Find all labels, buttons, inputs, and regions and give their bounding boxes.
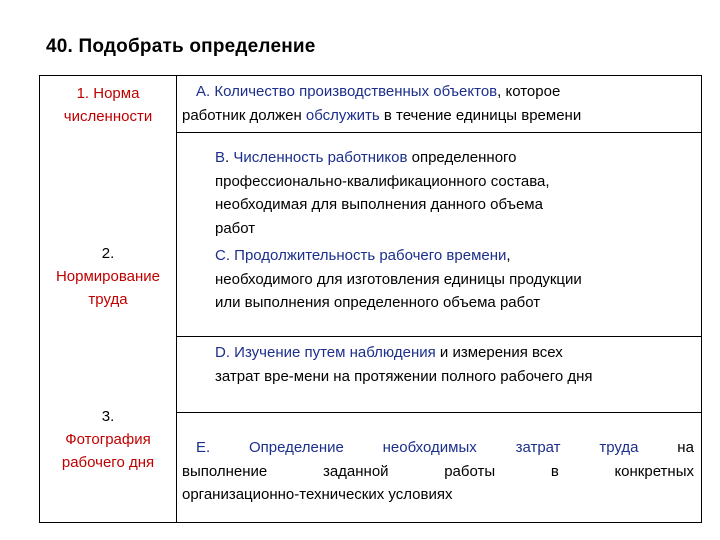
definition-a-line1-rest: , которое [497, 83, 561, 100]
term-2 [40, 242, 176, 311]
term-2-label-line2: труда [88, 291, 128, 308]
term-2-number: 2. [101, 245, 115, 262]
term-2-label-line1: Нормирование [55, 268, 161, 285]
definition-e-line2 [182, 460, 694, 484]
definition-b-letter: В [215, 149, 226, 166]
definition-e-word: заданной [322, 462, 389, 480]
row-divider-d [177, 412, 702, 413]
term-1-number: 1. [76, 85, 90, 102]
definition-d-lead: Изучение путем наблюдения [230, 344, 436, 361]
term-1 [40, 82, 176, 128]
term-3-label-line1: Фотография [65, 431, 151, 448]
definition-e-word: выполнение [182, 462, 268, 480]
definition-a-line2-a: работник должен [182, 106, 306, 124]
definition-e-word: затрат [515, 439, 561, 456]
definition-b-line3: необходимая для выполнения данного объема [215, 196, 543, 213]
term-3-label-line2: рабочего дня [61, 454, 155, 471]
definition-d [215, 341, 699, 388]
definition-e-line1 [182, 436, 694, 460]
row-divider-a [177, 132, 702, 133]
definition-a-lead: Количество производственных объектов [214, 83, 498, 100]
definition-b-lead: Численность работников [229, 149, 408, 166]
definition-e-word: в [550, 462, 559, 480]
definition-e-word: необходимых [382, 439, 477, 456]
row-divider-c [177, 336, 702, 337]
definition-e-word: конкретных [614, 462, 694, 480]
definition-e-letter: Е. [196, 439, 211, 456]
definition-c [215, 244, 699, 315]
definition-e-word: труда [599, 439, 639, 456]
definition-c-line2: необходимого для изготовления единицы продукции [215, 270, 582, 288]
definition-b-dot: . [225, 149, 230, 166]
term-1-label-line2: численности [63, 108, 153, 125]
term-3-number: 3. [101, 408, 115, 425]
definition-d-line2: затрат вре-мени на протяжении полного рабочего дня [215, 367, 593, 385]
definition-d-letter: D. [215, 344, 230, 361]
definition-c-letter: С. [215, 247, 230, 264]
definition-e [182, 436, 694, 507]
definition-b-line1-rest: определенного [407, 149, 517, 166]
definition-e-word: на [677, 439, 694, 456]
definition-b-line2: профессионально-квалификационного состава, [215, 172, 550, 190]
page-title: 40. Подобрать определение [46, 36, 316, 57]
definition-a-letter: А. [196, 83, 211, 100]
definition-e-word: работы [444, 462, 496, 480]
definition-c-line3: или выполнения определенного объема работ [215, 294, 541, 311]
definition-e-word: Определение [248, 439, 344, 456]
definition-b-line4: работ [215, 219, 256, 237]
definition-e-line3: организационно-технических условиях [182, 486, 453, 503]
definition-c-line1-rest: , [506, 247, 511, 264]
definition-a [182, 80, 696, 127]
definition-d-line1-rest: и измерения всех [435, 344, 563, 361]
definition-a-line2-b: обслужить [305, 106, 380, 124]
definition-c-lead: Продолжительность рабочего времени [230, 247, 507, 264]
term-1-label-line1: Норма [93, 85, 140, 102]
column-divider [176, 75, 177, 523]
definition-b [215, 146, 699, 240]
definition-a-line2-c: в течение единицы времени [379, 106, 582, 124]
term-3 [40, 405, 176, 474]
